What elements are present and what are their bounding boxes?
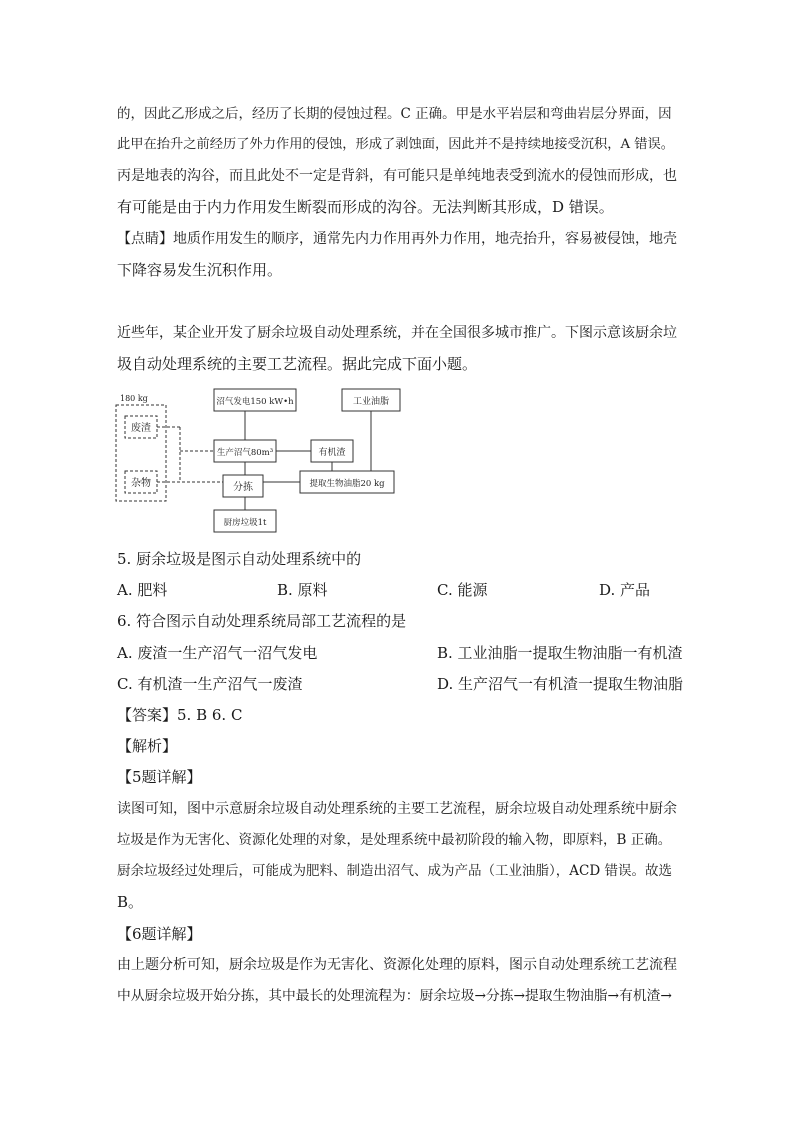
option-c: C. 能源 — [437, 581, 488, 599]
text-line: 中从厨余垃圾开始分拣，其中最长的处理流程为：厨余垃圾→分拣→提取生物油脂→有机渣→ — [117, 988, 672, 1004]
text-line: 圾自动处理系统的主要工艺流程。据此完成下面小题。 — [117, 355, 478, 373]
industrial-oil-label: 工业油脂 — [352, 397, 390, 407]
option-a: A. 废渣一生产沼气一沼气发电 — [117, 644, 318, 662]
sorting-label: 分拣 — [233, 482, 253, 493]
text-line: 丙是地表的沟谷，而且此处不一定是背斜，有可能只是单纯地表受到流水的侵蚀而形成，也 — [117, 168, 677, 184]
text-line: 【点睛】地质作用发生的顺序，通常先内力作用再外力作用，地壳抬升，容易被侵蚀，地壳 — [117, 231, 677, 247]
text-line: 的，因此乙形成之后，经历了长期的侵蚀过程。C 正确。甲是水平岩层和弯曲岩层分界面，因 — [117, 106, 672, 122]
organic-residue-label: 有机渣 — [318, 448, 346, 458]
option-b: B. 工业油脂一提取生物油脂一有机渣 — [437, 644, 683, 662]
text-line: 读图可知，图中示意厨余垃圾自动处理系统的主要工艺流程，厨余垃圾自动处理系统中厨余 — [117, 801, 677, 817]
kitchen-waste-label: 厨房垃圾1t — [223, 518, 267, 528]
text-line: 由上题分析可知，厨余垃圾是作为无害化、资源化处理的原料，图示自动处理系统工艺流程 — [117, 957, 677, 973]
question-stem: 5. 厨余垃圾是图示自动处理系统中的 — [117, 550, 362, 568]
answer-line: 【答案】5. B 6. C — [117, 706, 243, 724]
detail-5-heading: 【5题详解】 — [117, 768, 202, 786]
biogas-power-label: 沼气发电150 kW•h — [216, 397, 294, 407]
text-line: 下降容易发生沉积作用。 — [117, 261, 283, 279]
option-b: B. 原料 — [277, 581, 328, 599]
text-line: 此甲在抬升之前经历了外力作用的侵蚀，形成了剥蚀面，因此并不是持续地接受沉积，A 错误。 — [117, 137, 675, 152]
text-line: 近些年，某企业开发了厨余垃圾自动处理系统，并在全国很多城市推广。下图示意该厨余垃 — [117, 325, 677, 341]
option-d: D. 生产沼气一有机渣一提取生物油脂 — [437, 675, 684, 693]
produce-biogas-label: 生产沼气80m³ — [216, 448, 274, 458]
option-d: D. 产品 — [599, 581, 651, 599]
text-line: 有可能是由于内力作用发生断裂而形成的沟谷。无法判断其形成，D 错误。 — [117, 198, 614, 216]
text-line: 垃圾是作为无害化、资源化处理的对象，是处理系统中最初阶段的输入物，即原料，B 正确。 — [117, 832, 672, 848]
question-stem: 6. 符合图示自动处理系统局部工艺流程的是 — [117, 612, 407, 630]
misc-label: 杂物 — [131, 478, 151, 489]
option-c: C. 有机渣一生产沼气一废渣 — [117, 675, 303, 693]
analysis-heading: 【解析】 — [117, 737, 178, 755]
process-flow-diagram — [110, 385, 410, 535]
option-a: A. 肥料 — [117, 581, 168, 599]
waste-amount-label: 180 kg — [120, 394, 148, 403]
waste-residue-label: 废渣 — [131, 423, 151, 434]
detail-6-heading: 【6题详解】 — [117, 925, 202, 943]
text-line: 厨余垃圾经过处理后，可能成为肥料、制造出沼气、成为产品（工业油脂），ACD 错误。故选 — [117, 863, 672, 879]
text-line: B。 — [117, 893, 144, 911]
extract-oil-label: 提取生物油脂20 kg — [309, 479, 385, 489]
